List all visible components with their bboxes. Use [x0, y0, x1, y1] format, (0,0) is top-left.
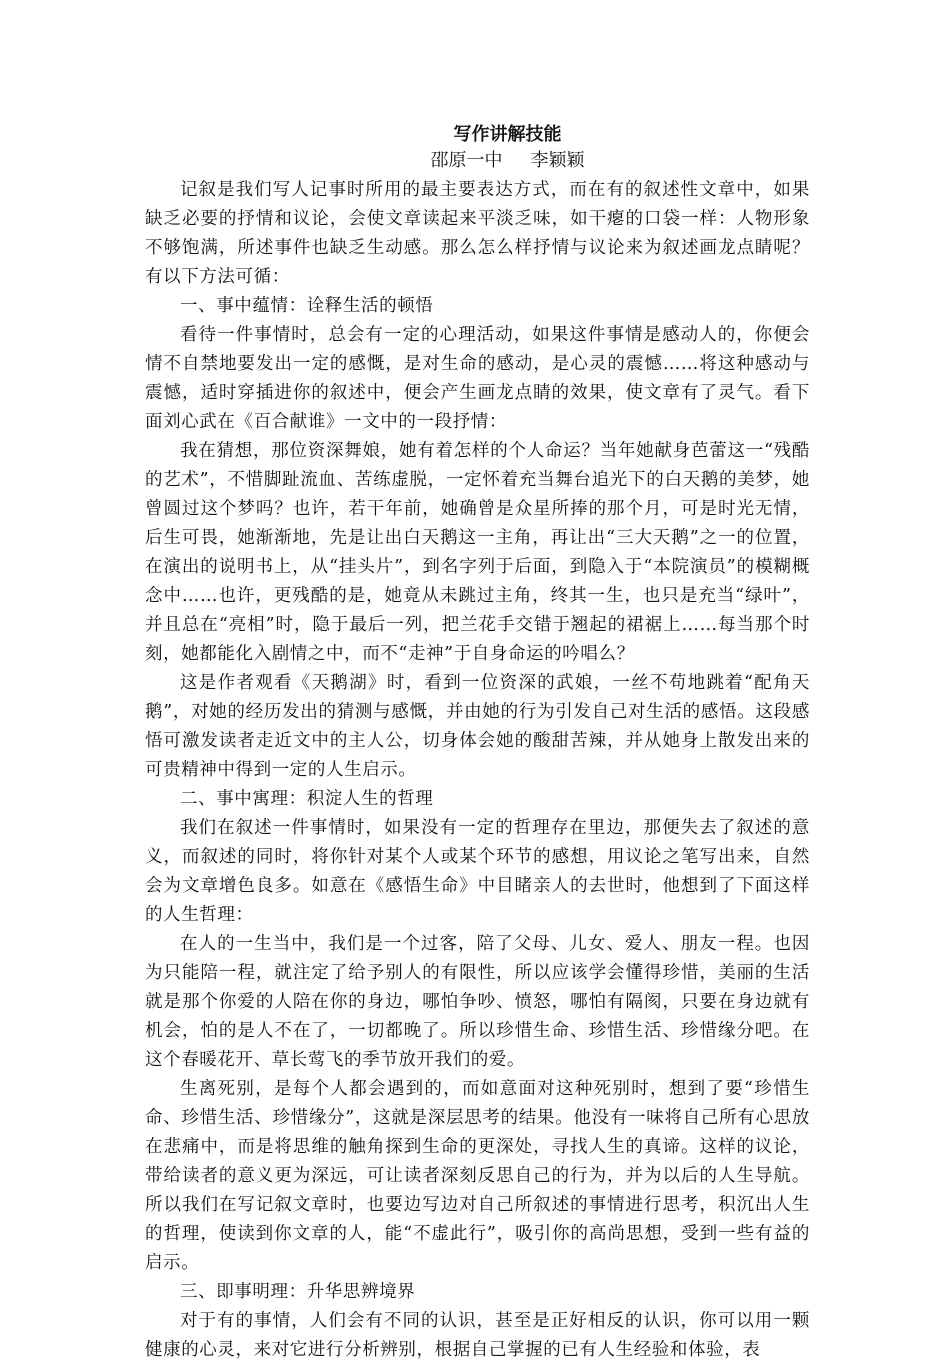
paragraph-quote: 我在猜想，那位资深舞娘，她有着怎样的个人命运？当年她献身芭蕾这一“残酷的艺术”，不惜脚趾流血、苦练虚脱，一定怀着充当舞台追光下的白天鹅的美梦，她曾圆过这个梦吗？也许，若干年前，她确曾是众星所捧的那个月，可是时光无情，后生可畏，她渐渐地，先是让出白天鹅这一主角，再让出“三大天鹅”之一的位置，在演出的说明书上，从“挂头片”，到名字列于后面，到隐入于“本院演员”的模糊概念中……也许，更残酷的是，她竟从未跳过主角，终其一生，也只是充当“绿叶”，并且总在“亮相”时，隐于最后一列，把兰花手交错于翘起的裙裾上……每当那个时刻，她都能化入剧情之中，而不“走神”于自身命运的吟唱么？: [145, 441, 810, 664]
paragraph: 生离死别，是每个人都会遇到的，而如意面对这种死别时，想到了要“珍惜生命、珍惜生活、珍惜缘分”，这就是深层思考的结果。他没有一味将自己所有心思放在悲痛中，而是将思维的触角探到生命的更深处，寻找人生的真谛。这样的议论，带给读者的意义更为深远，可让读者深刻反思自己的行为，并为以后的人生导航。所以我们在写记叙文章时，也要边写边对自己所叙述的事情进行思考，积沉出人生的哲理，使读到你文章的人，能“不虚此行”，吸引你的高尚思想，受到一些有益的启示。: [145, 1079, 810, 1273]
document-page: [145, 122, 810, 1365]
author-line: [145, 148, 810, 174]
section-heading-2: 二、事中寓理：积淀人生的哲理: [180, 789, 434, 809]
paragraph: 这是作者观看《天鹅湖》时，看到一位资深的武娘，一丝不苟地跳着“配角天鹅”，对她的经历发出的猜测与感慨，并由她的行为引发自己对生活的感悟。这段感悟可激发读者走近文中的主人公，切身体会她的酸甜苦辣，并从她身上散发出来的可贵精神中得到一定的人生启示。: [145, 673, 810, 780]
document-title: 写作讲解技能: [453, 124, 562, 145]
author-school: 邵原一中: [430, 150, 503, 171]
paragraph: 我们在叙述一件事情时，如果没有一定的哲理存在里边，那便失去了叙述的意义，而叙述的同时，将你针对某个人或某个环节的感想，用议论之笔写出来，自然会为文章增色良多。如意在《感悟生命》中目睹亲人的去世时，他想到了下面这样的人生哲理：: [145, 818, 810, 925]
paragraph-quote: 在人的一生当中，我们是一个过客，陪了父母、儿女、爱人、朋友一程。也因为只能陪一程，就注定了给予别人的有限性，所以应该学会懂得珍惜，美丽的生活就是那个你爱的人陪在你的身边，哪怕争吵、愤怒，哪怕有隔阂，只要在身边就有机会，怕的是人不在了，一切都晚了。所以珍惜生命、珍惜生活、珍惜缘分吧。在这个春暖花开、草长莺飞的季节放开我们的爱。: [145, 934, 810, 1070]
section-heading-1: 一、事中蕴情：诠释生活的顿悟: [180, 296, 434, 316]
paragraph: 看待一件事情时，总会有一定的心理活动，如果这件事情是感动人的，你便会情不自禁地要发出一定的感慨，是对生命的感动，是心灵的震憾……将这种感动与震憾，适时穿插进你的叙述中，便会产生画龙点睛的效果，使文章有了灵气。看下面刘心武在《百合献谁》一文中的一段抒情：: [145, 325, 810, 432]
paragraph-intro: 记叙是我们写人记事时所用的最主要表达方式，而在有的叙述性文章中，如果缺乏必要的抒情和议论，会使文章读起来平淡乏味，如干瘪的口袋一样：人物形象不够饱满，所述事件也缺乏生动感。那么怎么样抒情与议论来为叙述画龙点睛呢？有以下方法可循：: [145, 180, 810, 287]
section-heading-3: 三、即事明理：升华思辨境界: [180, 1282, 416, 1302]
author-name: 李颖颖: [530, 150, 585, 171]
paragraph: 对于有的事情，人们会有不同的认识，甚至是正好相反的认识，你可以用一颗健康的心灵，来对它进行分析辨别，根据自己掌握的已有人生经验和体验，表: [145, 1311, 810, 1360]
